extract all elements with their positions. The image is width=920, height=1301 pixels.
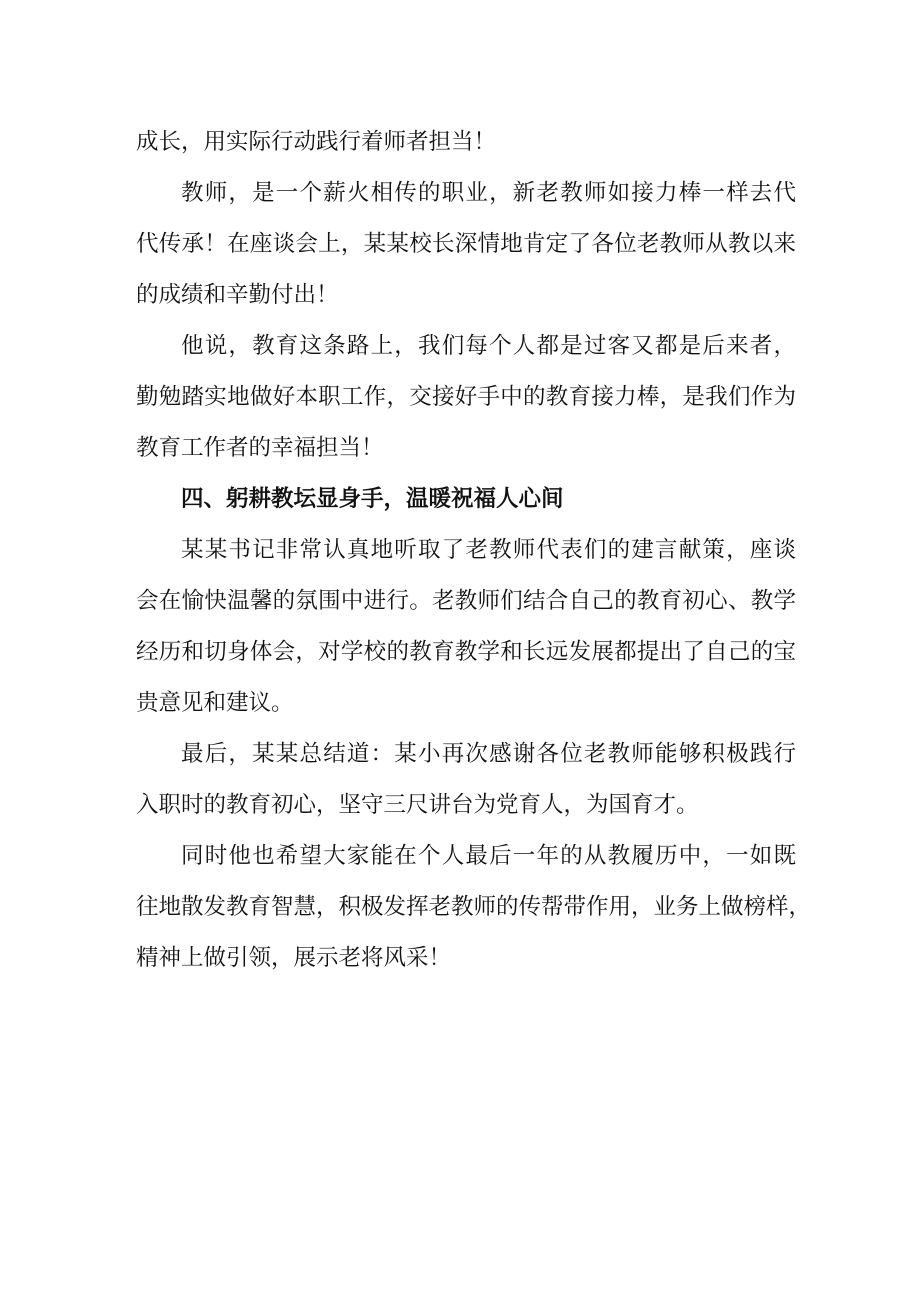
paragraph-line: 精神上做引领，展示老将风采！ (136, 945, 452, 971)
paragraph-line: 教师，是一个薪火相传的职业，新老教师如接力棒一样去代 (181, 180, 796, 206)
paragraph-line: 入职时的教育初心，坚守三尺讲台为党育人，为国育才。 (136, 792, 699, 818)
paragraph-line: 某某书记非常认真地听取了老教师代表们的建言献策，座谈 (181, 537, 796, 563)
paragraph-line: 勤勉踏实地做好本职工作，交接好手中的教育接力棒，是我们作为 (136, 384, 796, 410)
paragraph-line: 教育工作者的幸福担当！ (136, 435, 384, 461)
paragraph-line: 同时他也希望大家能在个人最后一年的从教履历中，一如既 (181, 843, 796, 869)
paragraph-line: 贵意见和建议。 (136, 690, 294, 716)
paragraph-line: 会在愉快温馨的氛围中进行。老教师们结合自己的教育初心、教学 (136, 588, 796, 614)
paragraph-line: 他说，教育这条路上，我们每个人都是过客又都是后来者， (181, 333, 796, 359)
paragraph-line: 代传承！在座谈会上，某某校长深情地肯定了各位老教师从教以来 (136, 231, 796, 257)
paragraph-line: 的成绩和辛勤付出！ (136, 282, 339, 308)
section-heading: 四、躬耕教坛显身手，温暖祝福人心间 (181, 486, 564, 512)
paragraph-line: 最后，某某总结道：某小再次感谢各位老教师能够积极践行 (181, 741, 796, 767)
paragraph-line: 往地散发教育智慧，积极发挥老教师的传帮带作用，业务上做榜样， (136, 894, 812, 920)
paragraph-line: 成长，用实际行动践行着师者担当！ (136, 129, 497, 155)
paragraph-line: 经历和切身体会，对学校的教育教学和长远发展都提出了自己的宝 (136, 639, 796, 665)
